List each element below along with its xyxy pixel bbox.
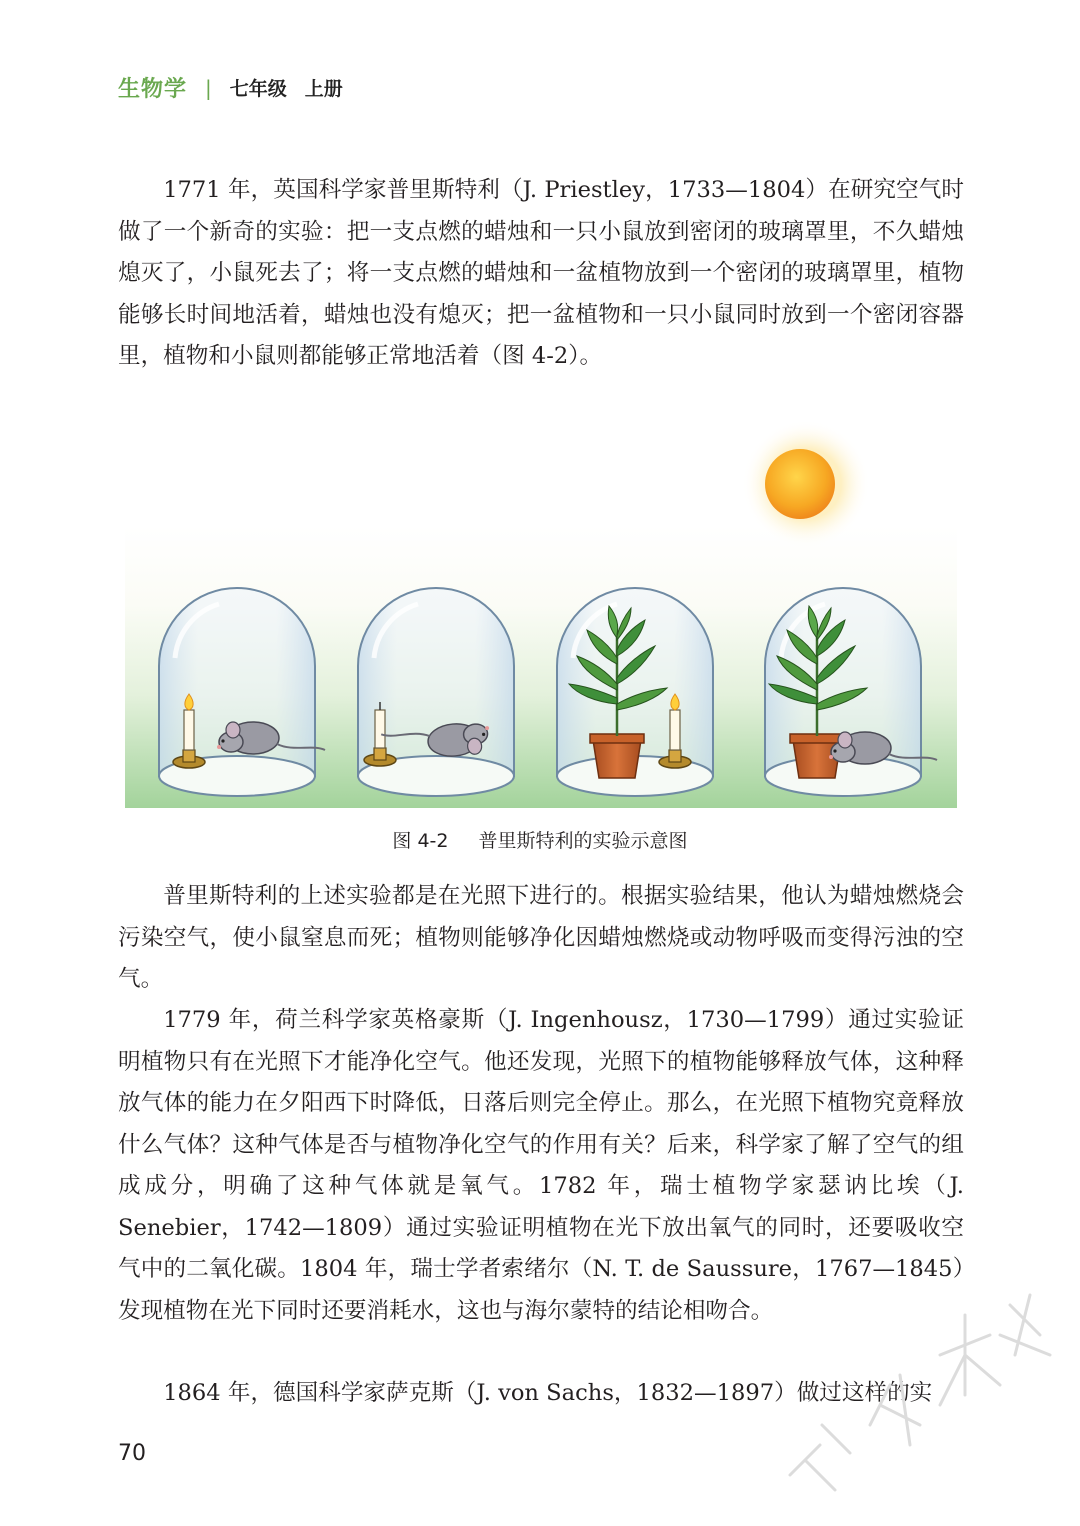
paragraph-conclusion: 普里斯特利的上述实验都是在光照下进行的。根据实验结果，他认为蜡烛燃烧会污染空气，使小鼠窒息而死；植物则能够净化因蜡烛燃烧或动物呼吸而变得污浊的空气。 bbox=[118, 883, 964, 992]
header-grade: 七年级 bbox=[229, 78, 287, 100]
page-number: 70 bbox=[118, 1441, 146, 1466]
paragraph-ingenhousz: 1779 年，荷兰科学家英格豪斯（J. Ingenhousz，1730—1799）通过实验证明植物只有在光照下才能净化空气。他还发现，光照下的植物能够释放气体，这种释放气体的能力在夕阳西下时降低，日落后则完全停止。那么，在光照下植物究竟释放什么气体？这种气体是否与植物净化空气的作用有关？后来，科学家了解了空气的组成成分，明确了这种气体就是氧气。1782 年，瑞士植物学家瑟讷比埃（J. Senebier，1742—1809）通过实验证明植物在光下放出氧气的同时，还要吸收空气中的二氧化碳。1804 年，瑞士学者索绪尔（N. T. de Saussure，1767—1845）发现植物在光下同时还要消耗水，这也与海尔蒙特的结论相吻合。 bbox=[118, 1007, 964, 1324]
figure-caption bbox=[0, 826, 1080, 853]
sun-icon bbox=[765, 449, 835, 519]
paragraph-priestley: 1771 年，英国科学家普里斯特利（J. Priestley，1733—1804）在研究空气时做了一个新奇的实验：把一支点燃的蜡烛和一只小鼠放到密闭的玻璃罩里，不久蜡烛熄灭了，小鼠死去了；将一支点燃的蜡烛和一盆植物放到一个密闭的玻璃罩里，植物能够长时间地活着，蜡烛也没有熄灭；把一盆植物和一只小鼠同时放到一个密闭容器里，植物和小鼠则都能够正常地活着（图 4-2）。 bbox=[118, 177, 964, 369]
jar-3-plant-candle bbox=[557, 588, 713, 796]
figure-priestley-experiment bbox=[125, 420, 957, 808]
running-header bbox=[118, 72, 343, 103]
header-subject: 生物学 bbox=[118, 77, 188, 102]
figure-label: 图 4-2 bbox=[392, 830, 449, 852]
jar-1-candle-mouse bbox=[159, 588, 325, 796]
paragraph-sachs: 1864 年，德国科学家萨克斯（J. von Sachs，1832—1897）做过这样的实 bbox=[163, 1380, 933, 1406]
header-separator: | bbox=[205, 75, 212, 100]
publisher-watermark bbox=[760, 1275, 1060, 1515]
header-volume: 上册 bbox=[304, 78, 343, 100]
jar-2-candle-out-mouse-dead bbox=[358, 588, 514, 796]
figure-title: 普里斯特利的实验示意图 bbox=[478, 830, 688, 852]
experiment-illustration bbox=[125, 420, 957, 808]
